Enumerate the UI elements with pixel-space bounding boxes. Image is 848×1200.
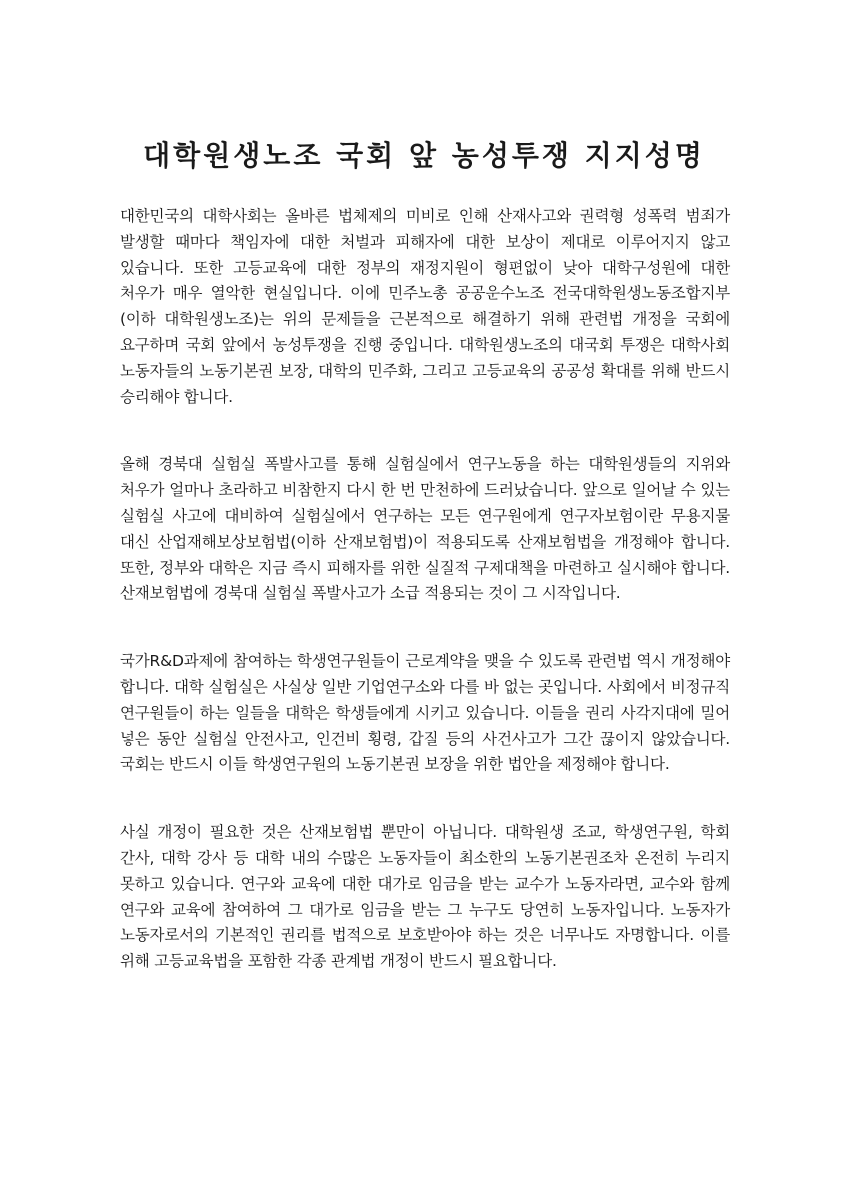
page-title: 대학원생노조 국회 앞 농성투쟁 지지성명: [143, 139, 705, 172]
statement-body: [120, 204, 730, 1017]
paragraph-2: 올해 경북대 실험실 폭발사고를 통해 실험실에서 연구노동을 하는 대학원생들의 지위와 처우가 얼마나 초라하고 비참한지 다시 한 번 만천하에 드러났습니다. 앞으로 일어날 수 있는 실험실 사고에 대비하여 실험실에서 연구하는 모든 연구원에게 연구자보험이란 무용지물 대신 산업재해보상보험법(이하 산재보험법)이 적용되도록 산재보험법을 개정해야 합니다. 또한, 정부와 대학은 지금 즉시 피해자를 위한 실질적 구제대책을 마련하고 실시해야 합니다. 산재보험법에 경북대 실험실 폭발사고가 소급 적용되는 것이 그 시작입니다.: [120, 455, 730, 603]
paragraph-3: 국가R&D과제에 참여하는 학생연구원들이 근로계약을 맺을 수 있도록 관련법 역시 개정해야 합니다. 대학 실험실은 사실상 일반 기업연구소와 다를 바 없는 곳입니다. 사회에서 비정규직 연구원들이 하는 일들을 대학은 학생들에게 시키고 있습니다. 이들을 권리 사각지대에 밀어 넣은 동안 실험실 안전사고, 인건비 횡령, 갑질 등의 사건사고가 그간 끊이지 않았습니다. 국회는 반드시 이들 학생연구원의 노동기본권 보장을 위한 법안을 제정해야 합니다.: [120, 652, 730, 774]
paragraph-1: 대한민국의 대학사회는 올바른 법체제의 미비로 인해 산재사고와 권력형 성폭력 범죄가 발생할 때마다 책임자에 대한 처벌과 피해자에 대한 보상이 제대로 이루어지지 않고 있습니다. 또한 고등교육에 대한 정부의 재정지원이 형편없이 낮아 대학구성원에 대한 처우가 매우 열악한 현실입니다. 이에 민주노총 공공운수노조 전국대학원생노동조합지부(이하 대학원생노조)는 위의 문제들을 근본적으로 해결하기 위해 관련법 개정을 국회에 요구하며 국회 앞에서 농성투쟁을 진행 중입니다. 대학원생노조의 대국회 투쟁은 대학사회 노동자들의 노동기본권 보장, 대학의 민주화, 그리고 고등교육의 공공성 확대를 위해 반드시 승리해야 합니다.: [120, 207, 730, 406]
paragraph-4: 사실 개정이 필요한 것은 산재보험법 뿐만이 아닙니다. 대학원생 조교, 학생연구원, 학회 간사, 대학 강사 등 대학 내의 수많은 노동자들이 최소한의 노동기본권조차 온전히 누리지 못하고 있습니다. 연구와 교육에 대한 대가로 임금을 받는 교수가 노동자라면, 교수와 함께 연구와 교육에 참여하여 그 대가로 임금을 받는 그 누구도 당연히 노동자입니다. 노동자가 노동자로서의 기본적인 권리를 법적으로 보호받아야 하는 것은 너무나도 자명합니다. 이를 위해 고등교육법을 포함한 각종 관계법 개정이 반드시 필요합니다.: [120, 823, 730, 971]
